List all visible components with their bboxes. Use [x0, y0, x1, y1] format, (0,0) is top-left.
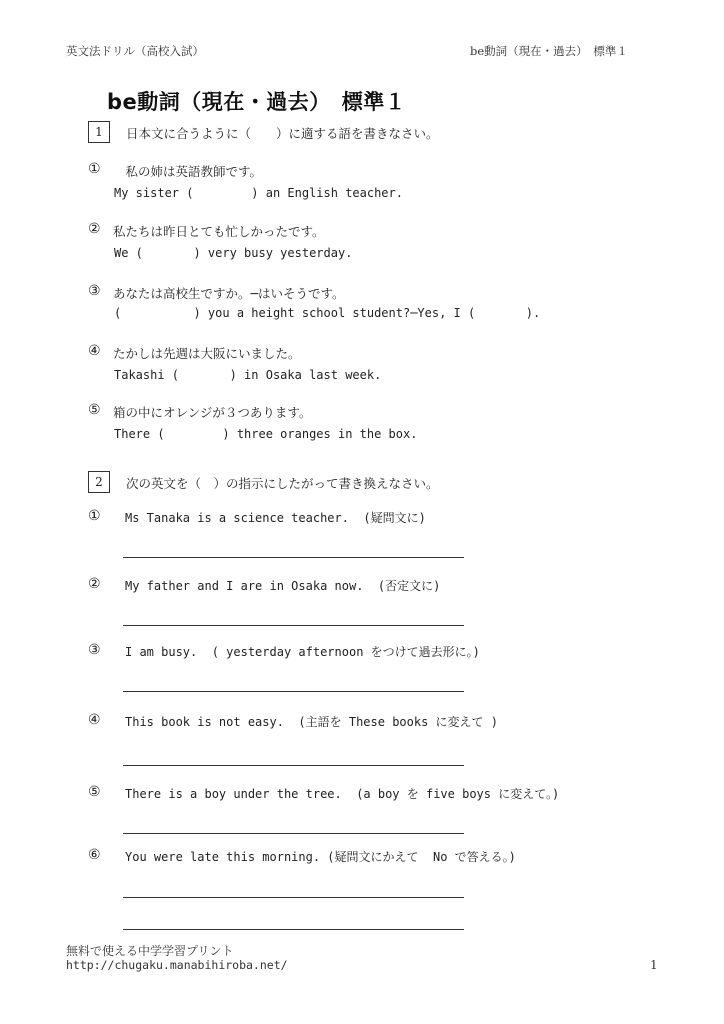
header-left-label: 英文法ドリル（高校入試）	[66, 44, 204, 58]
s1-q1-japanese: 私の姉は英語教師です。	[113, 164, 263, 179]
s1-q2-number: ②	[88, 221, 101, 237]
s1-q4-english: Takashi ( ) in Osaka last week.	[114, 368, 382, 382]
s2-q4-text: This book is not easy. (主語を These books に変えて )	[125, 715, 498, 729]
s2-q2-text: My father and I are in Osaka now. (否定文に)	[125, 579, 441, 593]
s1-q4-number: ④	[88, 343, 101, 359]
s2-q1-text: Ms Tanaka is a science teacher. (疑問文に)	[125, 511, 426, 525]
footer-site-name: 無料で使える中学学習プリント	[66, 944, 234, 958]
footer-url[interactable]: http://chugaku.manabihiroba.net/	[66, 958, 288, 972]
header-right-label: be動詞（現在・過去） 標準１	[470, 44, 628, 58]
s1-q5-number: ⑤	[88, 402, 101, 418]
s2-q3-number: ③	[88, 642, 101, 658]
s1-q3-japanese: あなたは高校生ですか。─はいそうです。	[113, 286, 345, 301]
answer-line[interactable]	[123, 557, 464, 558]
page-title: be動詞（現在・過去） 標準１	[107, 90, 407, 114]
s1-q3-english: ( ) you a height school student?─Yes, I ( ).	[114, 306, 541, 320]
section-1-number-box: 1	[88, 121, 110, 143]
s1-q4-japanese: たかしは先週は大阪にいました。	[113, 346, 301, 361]
answer-line[interactable]	[123, 897, 464, 898]
s2-q5-text: There is a boy under the tree. (a boy を five boys に変えて。)	[125, 787, 560, 801]
s2-q4-number: ④	[88, 712, 101, 728]
s2-q5-number: ⑤	[88, 784, 101, 800]
s1-q5-japanese: 箱の中にオレンジが３つあります。	[113, 405, 312, 420]
s1-q1-english: My sister ( ) an English teacher.	[114, 186, 403, 200]
s1-q2-japanese: 私たちは昨日とても忙しかったです。	[113, 224, 325, 239]
answer-line[interactable]	[123, 833, 464, 834]
s2-q6-number: ⑥	[88, 847, 101, 863]
s2-q3-text: I am busy. ( yesterday afternoon をつけて過去形に。)	[125, 645, 480, 659]
section-2-instruction: 次の英文を（ ）の指示にしたがって書き換えなさい。	[126, 476, 439, 491]
s2-q2-number: ②	[88, 576, 101, 592]
answer-line[interactable]	[123, 625, 464, 626]
answer-line[interactable]	[123, 765, 464, 766]
s1-q1-number: ①	[88, 161, 101, 177]
section-2-number-box: 2	[88, 471, 110, 493]
answer-line[interactable]	[123, 929, 464, 930]
s2-q6-text: You were late this morning. (疑問文にかえて No で答える。)	[125, 850, 516, 864]
page-number: 1	[650, 958, 658, 972]
section-1-instruction: 日本文に合うように（ ）に適する語を書きなさい。	[126, 126, 439, 141]
s2-q1-number: ①	[88, 508, 101, 524]
s1-q5-english: There ( ) three oranges in the box.	[114, 427, 418, 441]
s1-q3-number: ③	[88, 283, 101, 299]
answer-line[interactable]	[123, 691, 464, 692]
s1-q2-english: We ( ) very busy yesterday.	[114, 246, 353, 260]
